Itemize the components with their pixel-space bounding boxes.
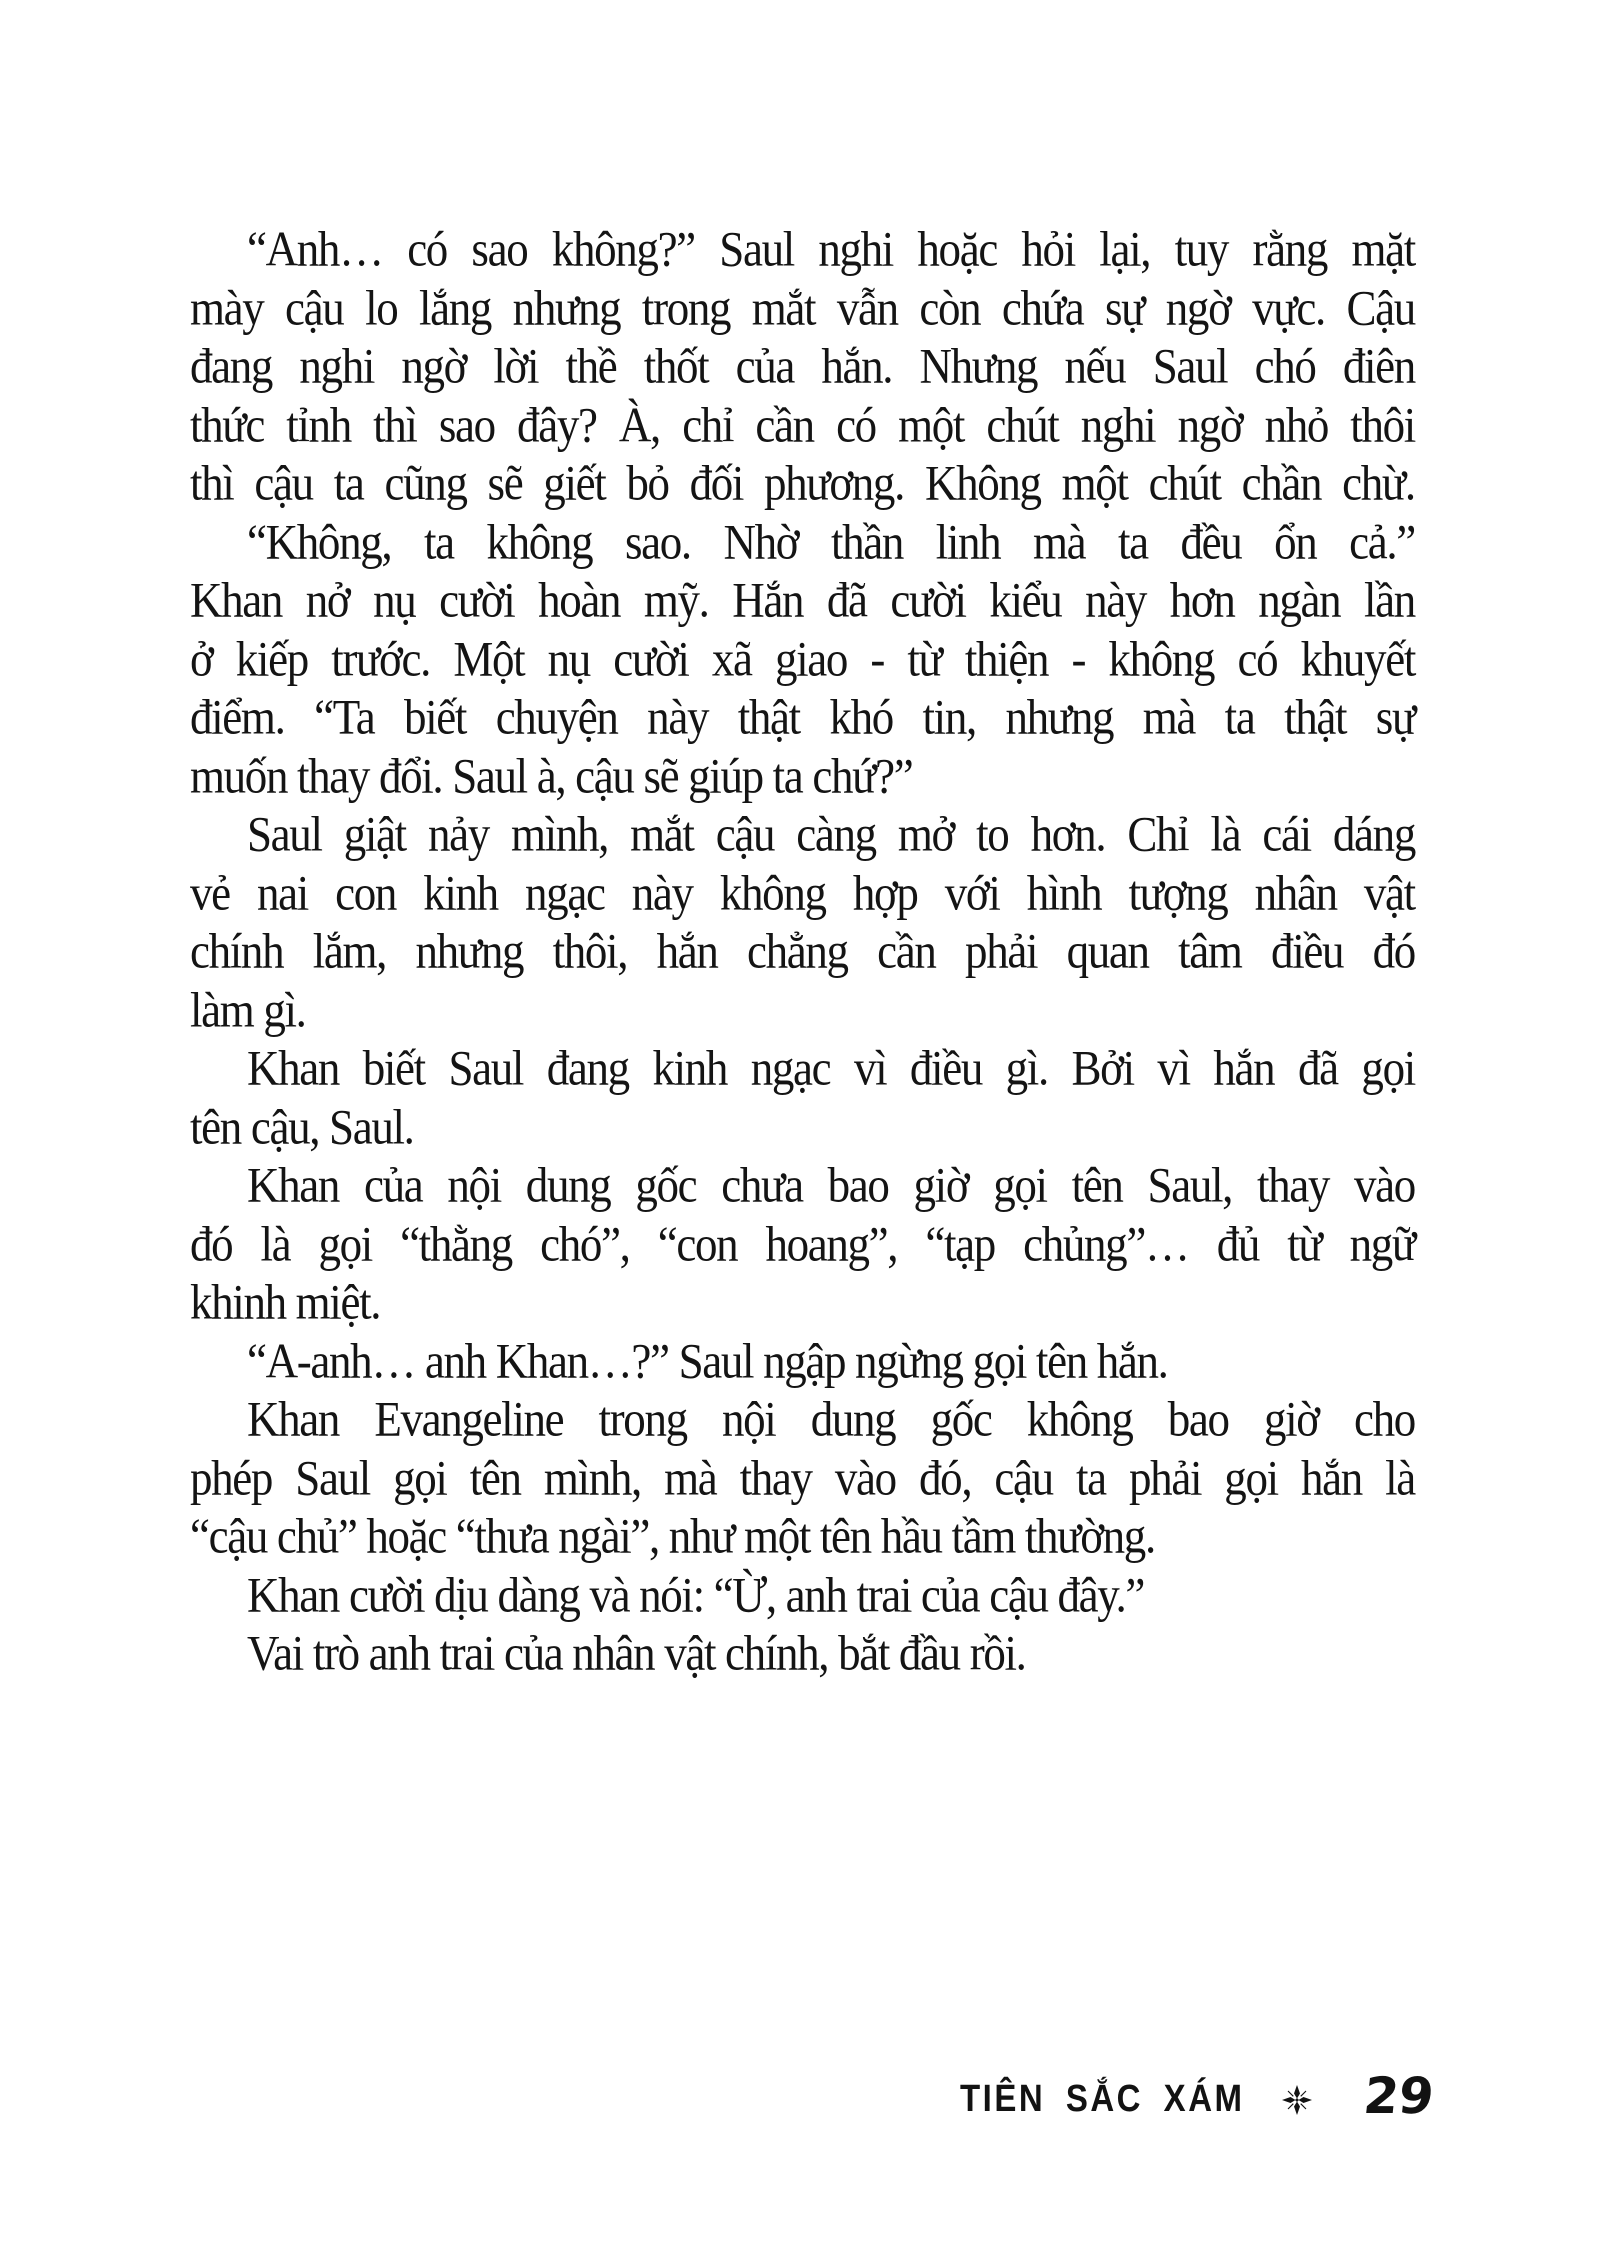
word: sao.	[624, 513, 691, 569]
word: chần	[1241, 455, 1322, 511]
word: Saul,	[1147, 1157, 1233, 1213]
word: đều	[1180, 513, 1242, 569]
word: ngạc	[525, 864, 605, 920]
word: chuyện	[495, 689, 618, 745]
word: to	[976, 806, 1009, 862]
word: giờ	[1263, 1391, 1319, 1447]
word: vẻ	[190, 864, 230, 920]
paragraph	[190, 1390, 1415, 1566]
word: ngạc	[750, 1040, 831, 1096]
paragraph	[190, 1332, 1415, 1391]
word: cần	[877, 923, 936, 979]
word: Khan	[247, 1391, 340, 1447]
word: thay	[739, 1449, 812, 1505]
word: nhưng	[1005, 689, 1114, 745]
word: lời	[493, 338, 539, 394]
word: một	[1061, 455, 1128, 511]
word: mắt	[630, 806, 694, 862]
word: Nhưng	[919, 338, 1038, 394]
word: vì	[853, 1040, 887, 1096]
word: này	[1085, 572, 1147, 628]
word: “con	[657, 1215, 738, 1271]
word: “Ta	[314, 689, 375, 745]
word: lần	[1364, 572, 1415, 628]
word: Một	[453, 630, 525, 686]
text-line	[190, 685, 1415, 749]
word: nếu	[1064, 338, 1126, 394]
word: mày	[190, 279, 264, 335]
word: vì	[1157, 1040, 1190, 1096]
word: hỏi	[1021, 221, 1075, 277]
word: tỉnh	[286, 396, 351, 452]
text-line	[190, 919, 1415, 983]
word: Saul	[448, 1040, 524, 1096]
word: gọi	[993, 1157, 1047, 1213]
word: nhân	[1254, 864, 1337, 920]
word: cũng	[384, 455, 467, 511]
word: bao	[827, 1157, 889, 1213]
word: đó,	[919, 1449, 972, 1505]
word: điều	[909, 1040, 982, 1096]
text-line	[190, 1036, 1415, 1100]
word: mình,	[511, 806, 609, 862]
word: rằng	[1252, 221, 1328, 277]
text-line: tên cậu, Saul.	[190, 1098, 414, 1154]
text-line: làm gì.	[190, 981, 306, 1037]
word: Saul	[719, 221, 794, 277]
word: gốc	[930, 1391, 992, 1447]
word: cả.”	[1349, 513, 1415, 569]
word: trước.	[331, 630, 430, 686]
word: gọi	[1361, 1040, 1415, 1096]
word: chủng”…	[1023, 1215, 1189, 1271]
word: cười	[613, 630, 689, 686]
word: sao	[471, 221, 528, 277]
word: đó	[1372, 923, 1415, 979]
word: ngàn	[1258, 572, 1341, 628]
word: gọi	[318, 1215, 372, 1271]
word: ta	[1224, 689, 1255, 745]
word: của	[735, 338, 795, 394]
word: chính	[190, 923, 284, 979]
word: còn	[919, 279, 981, 335]
word: thì	[190, 455, 234, 511]
word: sự	[1375, 689, 1415, 745]
word: mà	[664, 1449, 717, 1505]
word: sẽ	[487, 455, 523, 511]
word: bao	[1167, 1391, 1229, 1447]
word: thôi,	[552, 923, 628, 979]
word: tin,	[922, 689, 976, 745]
text-line: khinh miệt.	[190, 1274, 381, 1330]
word: hơn.	[1030, 806, 1106, 862]
word: khó	[829, 689, 893, 745]
word: hắn.	[821, 338, 893, 394]
text-line	[190, 276, 1415, 340]
word: phải	[965, 923, 1038, 979]
word: ở	[190, 630, 213, 686]
word: dung	[810, 1391, 896, 1447]
word: ta	[1076, 1449, 1106, 1505]
word: cậu	[994, 1449, 1053, 1505]
word: thay	[1257, 1157, 1330, 1213]
word: nội	[722, 1391, 776, 1447]
word: điểm.	[190, 689, 285, 745]
word: mở	[897, 806, 955, 862]
page-number: 29	[1360, 2067, 1437, 2125]
word: cười	[890, 572, 966, 628]
body-text	[190, 220, 1415, 1683]
word: thốt	[643, 338, 709, 394]
word: vẫn	[836, 279, 898, 335]
text-line: “A-anh… anh Khan…?” Saul ngập ngừng gọi tên hắn.	[247, 1332, 1168, 1388]
word: là	[1210, 806, 1241, 862]
word: mỹ.	[643, 572, 709, 628]
word: -	[1071, 630, 1086, 686]
word: ta	[423, 513, 454, 569]
word: đủ	[1216, 1215, 1260, 1271]
word: không	[719, 864, 826, 920]
word: lắm,	[312, 923, 387, 979]
word: chẳng	[747, 923, 848, 979]
word: lại,	[1099, 221, 1151, 277]
word: quan	[1066, 923, 1149, 979]
word: gọi	[393, 1449, 447, 1505]
word: “thằng	[400, 1215, 512, 1271]
word: nở	[305, 572, 350, 628]
word: chỉ	[682, 396, 734, 452]
word: nhưng	[512, 279, 621, 335]
word: tâm	[1178, 923, 1242, 979]
word: cậu	[715, 806, 775, 862]
word: nhưng	[415, 923, 524, 979]
word: ta	[1118, 513, 1148, 569]
word: lắng	[418, 279, 492, 335]
word: đã	[826, 572, 867, 628]
word: Bởi	[1071, 1040, 1134, 1096]
text-line: Khan cười dịu dàng và nói: “Ừ, anh trai của cậu đây.”	[247, 1566, 1145, 1622]
text-line	[190, 1446, 1415, 1510]
word: có	[836, 396, 876, 452]
word: điều	[1271, 923, 1344, 979]
word: kinh	[423, 864, 498, 920]
word: mình,	[543, 1449, 641, 1505]
word: cậu	[254, 455, 313, 511]
word: nụ	[547, 630, 590, 686]
word: nảy	[427, 806, 489, 862]
paragraph	[190, 1156, 1415, 1332]
text-line: “cậu chủ” hoặc “thưa ngài”, như một tên hầu tầm thường.	[190, 1508, 1155, 1564]
paragraph	[190, 1624, 1415, 1683]
word: giết	[543, 455, 606, 511]
word: hình	[1026, 864, 1102, 920]
word: thần	[830, 513, 904, 569]
word: kiểu	[989, 572, 1062, 628]
word: mà	[1142, 689, 1196, 745]
word: tuy	[1174, 221, 1229, 277]
word: từ	[907, 630, 942, 686]
word: không?”	[551, 221, 695, 277]
word: đối	[689, 455, 744, 511]
word: chó	[1254, 338, 1316, 394]
word: dáng	[1332, 806, 1415, 862]
word: vật	[1363, 864, 1415, 920]
word: nụ	[373, 572, 416, 628]
word: đang	[546, 1040, 629, 1096]
word: Không	[924, 455, 1041, 511]
word: hoang”,	[765, 1215, 898, 1271]
word: hợp	[852, 864, 918, 920]
word: nghi	[299, 338, 374, 394]
word: vào	[834, 1449, 896, 1505]
word: từ	[1287, 1215, 1322, 1271]
word: Khan	[247, 1157, 340, 1213]
word: nhỏ	[1264, 396, 1329, 452]
book-title: TIÊN SẮC XÁM	[960, 2076, 1245, 2119]
word: phải	[1129, 1449, 1202, 1505]
word: chút	[1148, 455, 1221, 511]
word: gốc	[635, 1157, 697, 1213]
word: là	[1385, 1449, 1415, 1505]
paragraph	[190, 513, 1415, 806]
word: đó	[190, 1215, 233, 1271]
word: “Anh…	[247, 221, 383, 277]
word: Saul	[1152, 338, 1228, 394]
word: xã	[711, 630, 752, 686]
word: chưa	[721, 1157, 803, 1213]
word: Nhờ	[723, 513, 799, 569]
word: ổn	[1274, 513, 1317, 569]
word: đã	[1297, 1040, 1338, 1096]
word: có	[1237, 630, 1278, 686]
text-line	[190, 510, 1415, 574]
word: hắn	[1300, 1449, 1362, 1505]
word: không	[1026, 1391, 1133, 1447]
word: hoàn	[538, 572, 621, 628]
word: “tạp	[925, 1215, 995, 1271]
text-line	[190, 393, 1415, 457]
word: Cậu	[1346, 279, 1415, 335]
word: dung	[525, 1157, 611, 1213]
word: hắn	[1213, 1040, 1275, 1096]
word: trong	[641, 279, 731, 335]
word: của	[364, 1157, 423, 1213]
word: vào	[1354, 1157, 1415, 1213]
text-line	[190, 861, 1415, 925]
word: bỏ	[626, 455, 669, 511]
word: đây?	[517, 396, 597, 452]
word: cho	[1353, 1391, 1415, 1447]
word: vực.	[1252, 279, 1325, 335]
word: Khan	[247, 1040, 340, 1096]
word: thức	[190, 396, 264, 452]
word: chó”,	[540, 1215, 630, 1271]
word: giờ	[913, 1157, 969, 1213]
word: mà	[1033, 513, 1086, 569]
word: ngờ	[401, 338, 467, 394]
word: nghi	[818, 221, 893, 277]
word: không	[1108, 630, 1215, 686]
paragraph	[190, 220, 1415, 513]
text-line	[190, 334, 1415, 398]
word: giao	[774, 630, 848, 686]
word: cậu	[285, 279, 344, 335]
word: hoặc	[917, 221, 997, 277]
word: nai	[256, 864, 308, 920]
word: con	[335, 864, 397, 920]
word: với	[944, 864, 1000, 920]
word: ta	[333, 455, 364, 511]
word: kiếp	[235, 630, 308, 686]
word: Saul	[295, 1449, 370, 1505]
word: là	[260, 1215, 291, 1271]
text-line	[190, 568, 1415, 632]
word: càng	[796, 806, 876, 862]
text-line	[190, 451, 1415, 515]
word: “Không,	[247, 513, 392, 569]
word: thật	[737, 689, 800, 745]
word: tên	[469, 1449, 521, 1505]
text-line	[190, 627, 1415, 691]
word: này	[631, 864, 693, 920]
text-line	[190, 1212, 1415, 1276]
word: gọi	[1224, 1449, 1278, 1505]
word: phép	[190, 1449, 273, 1505]
word: ngờ	[1177, 396, 1243, 452]
word: thì	[373, 396, 417, 452]
word: cái	[1262, 806, 1311, 862]
paragraph	[190, 1039, 1415, 1156]
text-line: Vai trò anh trai của nhân vật chính, bắt đầu rồi.	[247, 1625, 1026, 1681]
word: khuyết	[1300, 630, 1415, 686]
word: Saul	[247, 806, 322, 862]
word: điên	[1342, 338, 1415, 394]
word: ngữ	[1349, 1215, 1415, 1271]
word: ngờ	[1165, 279, 1231, 335]
word: mắt	[751, 279, 816, 335]
word: tên	[1071, 1157, 1123, 1213]
word: Chỉ	[1127, 806, 1189, 862]
four-point-star-ornament-icon	[1281, 2084, 1313, 2116]
word: thiện	[964, 630, 1049, 686]
word: sự	[1104, 279, 1145, 335]
word: chút	[986, 396, 1059, 452]
word: cần	[755, 396, 814, 452]
word: lo	[365, 279, 398, 335]
word: chừ.	[1342, 455, 1415, 511]
word: À,	[618, 396, 660, 452]
word: thật	[1284, 689, 1347, 745]
word: linh	[935, 513, 1001, 569]
word: Khan	[190, 572, 283, 628]
text-line	[190, 1387, 1415, 1451]
word: phương.	[764, 455, 904, 511]
word: biết	[362, 1040, 425, 1096]
word: cười	[439, 572, 515, 628]
word: hơn	[1169, 572, 1235, 628]
word: giật	[343, 806, 406, 862]
word: hắn	[656, 923, 718, 979]
paragraph	[190, 1566, 1415, 1625]
word: biết	[403, 689, 467, 745]
word: chứa	[1001, 279, 1084, 335]
word: có	[407, 221, 447, 277]
word: nội	[447, 1157, 501, 1213]
word: kinh	[652, 1040, 728, 1096]
text-line	[190, 217, 1415, 281]
word: Hắn	[732, 572, 804, 628]
word: một	[898, 396, 965, 452]
word: tượng	[1128, 864, 1228, 920]
word: -	[870, 630, 885, 686]
word: này	[647, 689, 709, 745]
paragraph	[190, 805, 1415, 1039]
text-line	[190, 1153, 1415, 1217]
word: đang	[190, 338, 273, 394]
word: thề	[565, 338, 617, 394]
word: trong	[598, 1391, 687, 1447]
page-footer	[0, 2062, 1600, 2132]
word: không	[486, 513, 593, 569]
word: nghi	[1080, 396, 1156, 452]
word: thôi	[1350, 396, 1415, 452]
text-line	[190, 802, 1415, 866]
word: mặt	[1351, 221, 1415, 277]
word: gì.	[1005, 1040, 1048, 1096]
word: Evangeline	[374, 1391, 564, 1447]
word: sao	[438, 396, 495, 452]
text-line: muốn thay đổi. Saul à, cậu sẽ giúp ta chứ?”	[190, 747, 913, 803]
